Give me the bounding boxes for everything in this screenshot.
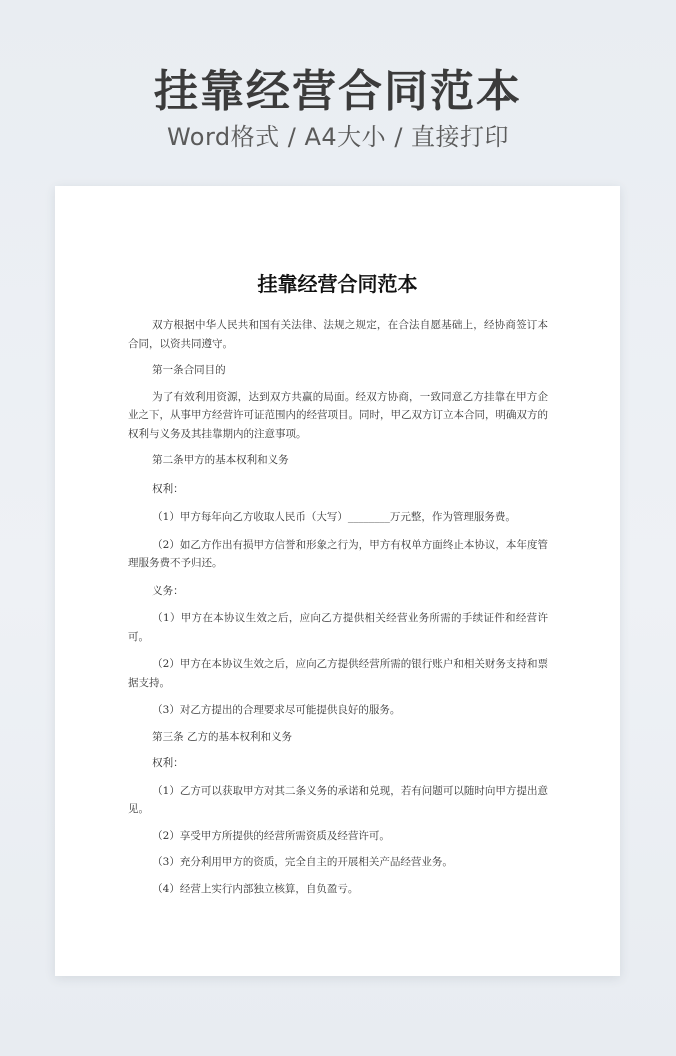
party-a-duties-label: 义务： bbox=[152, 584, 184, 597]
party-b-right-2: （2）享受甲方所提供的经营所需资质及经营许可。 bbox=[152, 829, 390, 842]
party-a-duty-3: （3）对乙方提出的合理要求尽可能提供良好的服务。 bbox=[152, 704, 401, 716]
intro-paragraph: 双方根据中华人民共和国有关法律、法规之规定，在合法自愿基础上，经协商签订本合同，以资共同遵守。 bbox=[128, 319, 548, 350]
party-b-right-3: （3）充分利用甲方的资质，完全自主的开展相关产品经营业务。 bbox=[152, 856, 453, 868]
document-page bbox=[55, 186, 620, 976]
party-a-duty-1: （1）甲方在本协议生效之后，应向乙方提供相关经营业务所需的手续证件和经营许可。 bbox=[128, 612, 548, 643]
party-b-rights-label: 权利： bbox=[152, 757, 184, 769]
party-a-right-2: （2）如乙方作出有损甲方信誉和形象之行为，甲方有权单方面终止本协议，本年度管理服务费不予归还。 bbox=[128, 538, 548, 569]
document-title: 挂靠经营合同范本 bbox=[257, 272, 418, 296]
party-a-right-1: （1）甲方每年向乙方收取人民币（大写）________万元整，作为管理服务费。 bbox=[152, 511, 516, 523]
party-b-right-1: （1）乙方可以获取甲方对其二条义务的承诺和兑现，若有问题可以随时向甲方提出意见。 bbox=[128, 784, 548, 815]
article-3-heading: 第三条 乙方的基本权利和义务 bbox=[152, 730, 292, 743]
party-a-rights-label: 权利： bbox=[152, 482, 184, 495]
document-body bbox=[128, 316, 548, 898]
party-a-duty-2: （2）甲方在本协议生效之后，应向乙方提供经营所需的银行账户和相关财务支持和票据支持。 bbox=[128, 658, 548, 689]
article-2-heading: 第二条甲方的基本权利和义务 bbox=[152, 454, 289, 466]
banner-title: 挂靠经营合同范本 bbox=[154, 66, 522, 117]
article-1-heading: 第一条合同目的 bbox=[152, 364, 226, 376]
party-b-right-4: （4）经营上实行内部独立核算，自负盈亏。 bbox=[152, 882, 359, 895]
article-1-paragraph: 为了有效利用资源，达到双方共赢的局面。经双方协商，一致同意乙方挂靠在甲方企业之下，从事甲方经营许可证范围内的经营项目。同时，甲乙双方订立本合同，明确双方的权利与义务及其挂靠期内的注意事项。 bbox=[128, 390, 548, 440]
banner-subtitle: Word格式 / A4大小 / 直接打印 bbox=[166, 123, 510, 151]
banner bbox=[0, 0, 676, 180]
